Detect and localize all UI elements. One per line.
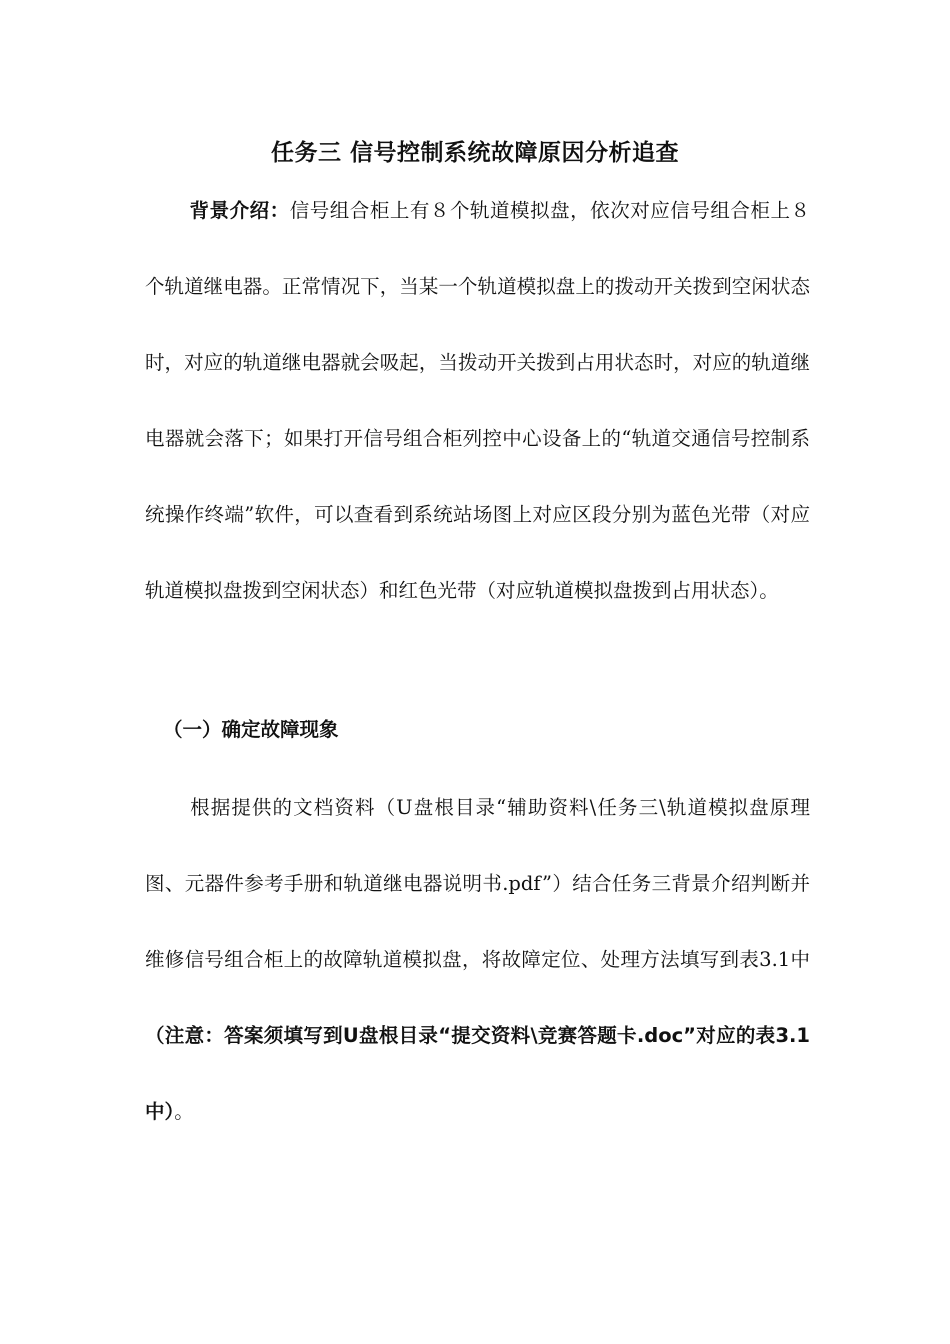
section-paragraph — [145, 770, 810, 1150]
background-text: 信号组合柜上有８个轨道模拟盘，依次对应信号组合柜上８个轨道继电器。正常情况下，当某一个轨道模拟盘上的拨动开关拨到空闲状态时，对应的轨道继电器就会吸起，当拨动开关拨到占用状态时，对应的轨道继电器就会落下；如果打开信号组合柜列控中心设备上的“轨道交通信号控制系统操作终端”软件，可以查看到系统站场图上对应区段分别为蓝色光带（对应轨道模拟盘拨到空闲状态）和红色光带（对应轨道模拟盘拨到占用状态）。 — [145, 199, 810, 602]
background-label: 背景介绍： — [189, 199, 290, 222]
section-heading-text: （一）确定故障现象 — [163, 718, 339, 741]
section-text: 根据提供的文档资料（U盘根目录“辅助资料\任务三\轨道模拟盘原理图、元器件参考手册和轨道继电器说明书.pdf”）结合任务三背景介绍判断并维修信号组合柜上的故障轨道模拟盘，将故障定位、处理方法填写到表3.1中 — [145, 796, 810, 971]
section-heading — [145, 710, 339, 750]
section-end: 。 — [174, 1100, 194, 1123]
background-paragraph — [145, 173, 810, 629]
section-note: （注意：答案须填写到U盘根目录“提交资料\竞赛答题卡.doc”对应的表3.1中） — [145, 1024, 810, 1123]
document-title: 任务三 信号控制系统故障原因分析追查 — [270, 140, 679, 166]
